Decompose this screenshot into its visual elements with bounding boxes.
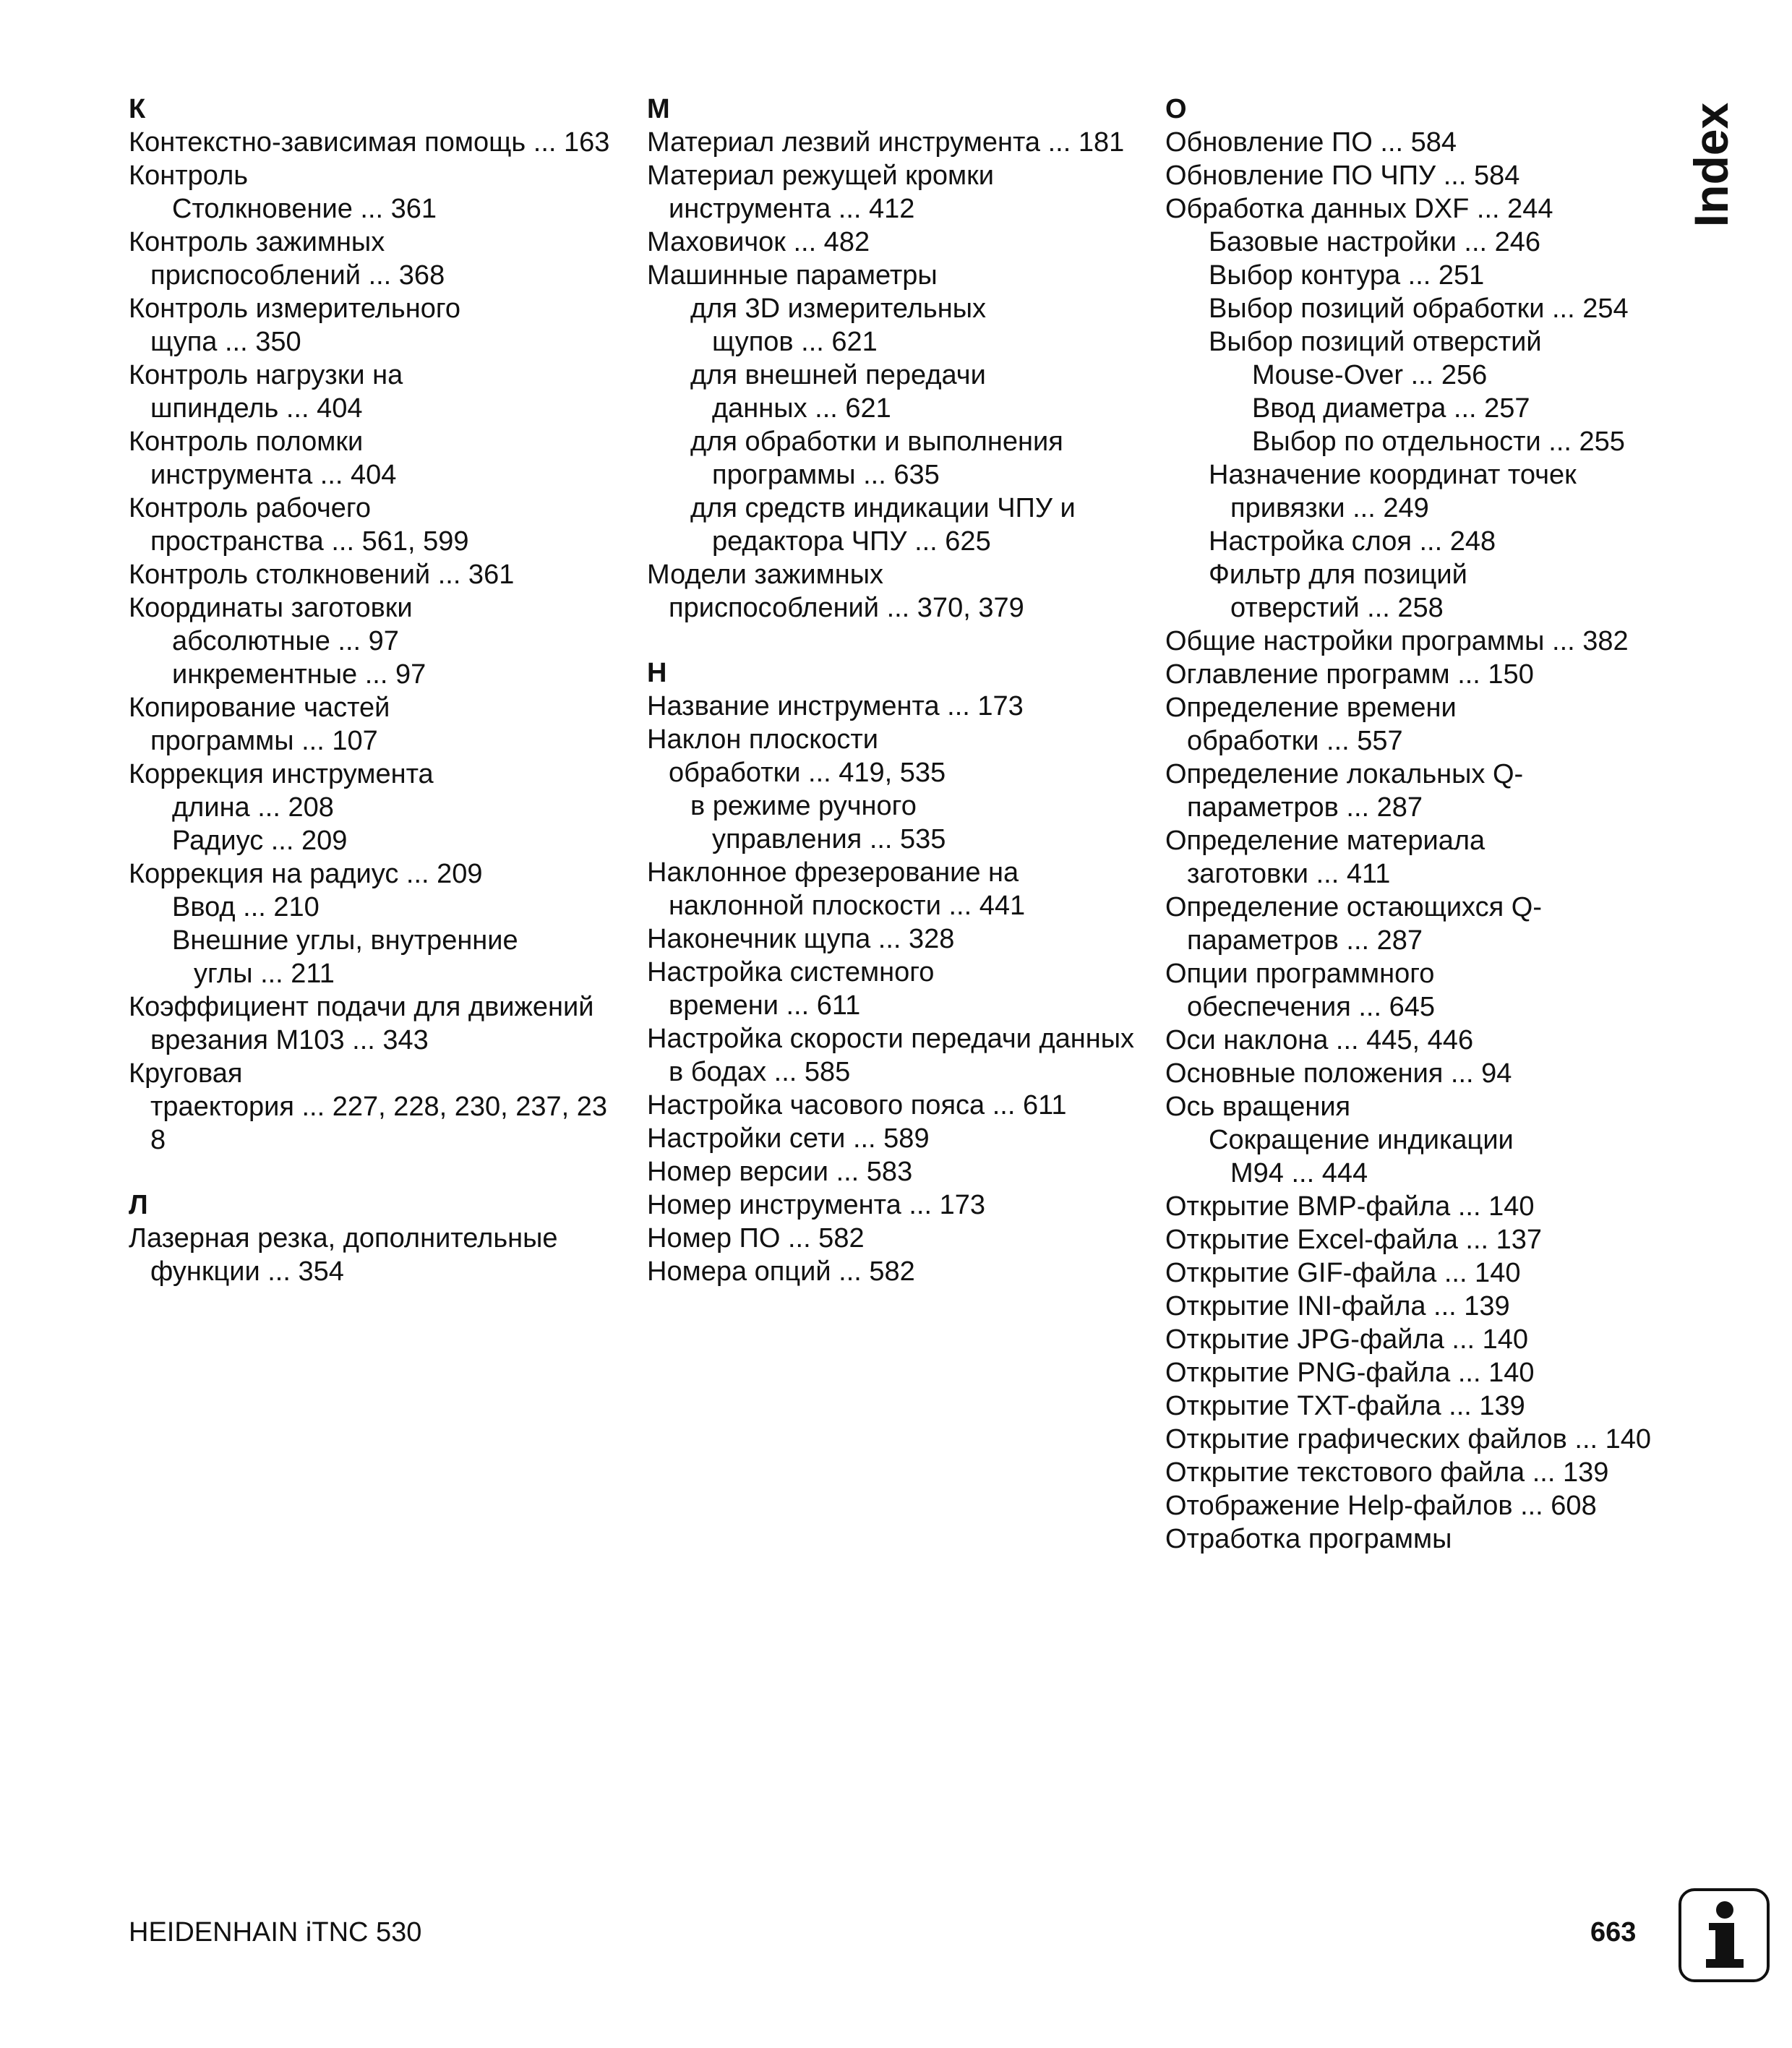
index-section [129,93,627,1157]
entry-text: Открытие JPG-файла ... 140 [1165,1324,1529,1355]
entry-text: Номер инструмента ... 173 [647,1190,985,1220]
index-entry [1165,392,1686,425]
index-entry [1165,325,1686,359]
entry-text: Контроль [129,160,249,191]
index-entry [129,691,627,758]
index-entry [647,1022,1146,1089]
entry-continuation: траектория ... 227, 228, 230, 237, 23 [150,1092,608,1122]
index-entry [129,126,627,159]
entry-continuation: M94 ... 444 [1230,1158,1368,1188]
index-entry [647,492,1146,558]
entry-text: Контроль зажимных [129,227,385,257]
index-entry [129,591,627,625]
index-entry [1165,658,1686,691]
entry-text: Копирование частей [129,693,390,723]
section-letter: О [1165,94,1187,124]
index-entry [1165,758,1686,824]
entry-text: Настройка часового пояса ... 611 [647,1090,1067,1121]
entry-text: Открытие GIF-файла ... 140 [1165,1258,1521,1288]
index-entry [647,922,1146,956]
index-entry [129,558,627,591]
index-entry [1165,691,1686,758]
index-entry [1165,1190,1686,1223]
entry-continuation: инструмента ... 404 [150,460,397,490]
entry-text: Контроль рабочего [129,493,372,523]
entry-text: Номер версии ... 583 [647,1157,913,1187]
entry-text: Ввод диаметра ... 257 [1252,393,1530,424]
entry-continuation: инструмента ... 412 [669,194,915,224]
entry-continuation: функции ... 354 [150,1256,344,1287]
entry-continuation: отверстий ... 258 [1230,593,1444,623]
entry-text: Выбор по отдельности ... 255 [1252,427,1625,457]
index-entry [129,292,627,359]
index-entry [129,192,627,226]
index-entry [1165,1423,1686,1456]
entry-text: Наклонное фрезерование на [647,857,1019,888]
index-entry [647,1222,1146,1255]
entry-continuation: 8 [150,1125,166,1155]
entry-text: Открытие графических файлов ... 140 [1165,1424,1652,1454]
entry-text: Контроль столкновений ... 361 [129,560,515,590]
index-entry [129,891,627,924]
entry-text: Коррекция инструмента [129,759,434,789]
index-entry [129,425,627,492]
entry-text: Базовые настройки ... 246 [1209,227,1541,257]
index-entry [1165,1356,1686,1389]
entry-text: Контроль поломки [129,427,364,457]
index-entry [129,1222,627,1288]
entry-text: Определение локальных Q- [1165,759,1524,789]
entry-continuation: обработки ... 419, 535 [669,758,946,788]
index-entry [1165,1256,1686,1290]
index-entry [647,1255,1146,1288]
index-section [129,1188,627,1288]
entry-text: Сокращение индикации [1209,1125,1514,1155]
index-entry [129,625,627,658]
entry-continuation: приспособлений ... 368 [150,260,445,291]
index-column-2 [647,93,1146,1320]
entry-text: Контроль измерительного [129,294,460,324]
entry-text: Контроль нагрузки на [129,360,403,390]
index-entry [1165,1290,1686,1323]
entry-text: Машинные параметры [647,260,938,291]
entry-text: для обработки и выполнения [690,427,1063,457]
entry-text: для внешней передачи [690,360,986,390]
index-entry [647,723,1146,789]
index-entry [647,359,1146,425]
entry-text: Назначение координат точек [1209,460,1577,490]
entry-text: Материал лезвий инструмента ... 181 [647,127,1125,158]
entry-continuation: программы ... 107 [150,726,378,756]
entry-continuation: щупа ... 350 [150,327,301,357]
index-section [647,656,1146,1288]
section-letter: M [647,94,670,124]
index-entry [1165,824,1686,891]
index-entry [647,292,1146,359]
entry-text: Оглавление программ ... 150 [1165,659,1534,690]
entry-text: Наклон плоскости [647,724,879,755]
index-entry [1165,458,1686,525]
entry-text: Коррекция на радиус ... 209 [129,859,483,889]
entry-continuation: программы ... 635 [712,460,940,490]
index-entry [647,789,1146,856]
entry-continuation: щупов ... 621 [712,327,878,357]
index-entry [1165,558,1686,625]
entry-text: Открытие INI-файла ... 139 [1165,1291,1510,1321]
entry-text: Внешние углы, внутренние [172,925,518,956]
entry-text: Выбор контура ... 251 [1209,260,1485,291]
index-entry [1165,891,1686,957]
entry-continuation: приспособлений ... 370, 379 [669,593,1024,623]
entry-continuation: управления ... 535 [712,824,946,854]
index-entry [129,758,627,791]
index-section [647,93,1146,625]
entry-text: Ввод ... 210 [172,892,320,922]
index-entry [129,359,627,425]
index-entry [1165,359,1686,392]
index-entry [129,226,627,292]
index-section [1165,93,1686,1556]
entry-text: Отображение Help-файлов ... 608 [1165,1491,1597,1521]
index-entry [129,924,627,990]
entry-text: Открытие BMP-файла ... 140 [1165,1191,1535,1222]
entry-text: Ось вращения [1165,1092,1351,1122]
index-entry [1165,126,1686,159]
index-entry [647,690,1146,723]
index-entry [647,126,1146,159]
entry-continuation: углы ... 211 [194,959,335,989]
index-entry [647,1188,1146,1222]
entry-text: Открытие Excel-файла ... 137 [1165,1225,1543,1255]
index-entry [129,824,627,857]
entry-text: для средств индикации ЧПУ и [690,493,1076,523]
entry-text: Определение материала [1165,826,1486,856]
info-i-glyph [1681,1891,1767,1979]
entry-continuation: редактора ЧПУ ... 625 [712,526,991,557]
entry-text: в режиме ручного [690,791,917,821]
entry-text: Определение остающихся Q- [1165,892,1542,922]
index-entry [1165,226,1686,259]
index-column-1 [129,93,627,1320]
index-entry [1165,1090,1686,1123]
entry-continuation: привязки ... 249 [1230,493,1429,523]
index-entry [1165,159,1686,192]
entry-text: Коэффициент подачи для движений [129,992,594,1022]
entry-continuation: времени ... 611 [669,990,861,1021]
entry-text: Общие настройки программы ... 382 [1165,626,1629,656]
index-column-3 [1165,93,1686,1588]
entry-continuation: обработки ... 557 [1187,726,1403,756]
entry-continuation: наклонной плоскости ... 441 [669,891,1026,921]
index-entry [647,226,1146,259]
entry-text: Определение времени [1165,693,1457,723]
index-entry [1165,1323,1686,1356]
index-entry [1165,1389,1686,1423]
entry-text: Маховичок ... 482 [647,227,870,257]
entry-text: Наконечник щупа ... 328 [647,924,955,954]
entry-text: Mouse-Over ... 256 [1252,360,1488,390]
entry-text: Радиус ... 209 [172,826,348,856]
index-entry [647,425,1146,492]
entry-text: Выбор позиций отверстий [1209,327,1542,357]
index-entry [1165,1057,1686,1090]
entry-text: Открытие текстового файла ... 139 [1165,1457,1609,1488]
entry-continuation: заготовки ... 411 [1187,859,1391,889]
index-entry [1165,957,1686,1024]
index-entry [1165,425,1686,458]
page-number: 663 [1590,1917,1637,1948]
entry-continuation: шпиндель ... 404 [150,393,363,424]
entry-text: Столкновение ... 361 [172,194,437,224]
entry-text: Открытие TXT-файла ... 139 [1165,1391,1525,1421]
index-entry [129,658,627,691]
index-entry [647,1122,1146,1155]
index-entry [647,1089,1146,1122]
entry-text: Открытие PNG-файла ... 140 [1165,1358,1535,1388]
entry-text: инкрементные ... 97 [172,659,426,690]
index-entry [1165,259,1686,292]
entry-continuation: в бодах ... 585 [669,1057,851,1087]
index-entry [1165,192,1686,226]
entry-text: Опции программного [1165,959,1435,989]
entry-text: Лазерная резка, дополнительные [129,1223,558,1254]
entry-continuation: данных ... 621 [712,393,891,424]
index-entry [129,1057,627,1157]
entry-text: Материал режущей кромки [647,160,995,191]
side-tab-index [1679,93,1744,237]
entry-continuation: параметров ... 287 [1187,925,1423,956]
entry-text: Координаты заготовки [129,593,413,623]
index-entry [647,1155,1146,1188]
entry-text: Контекстно-зависимая помощь ... 163 [129,127,610,158]
index-entry [129,857,627,891]
entry-text: абсолютные ... 97 [172,626,399,656]
entry-text: Основные положения ... 94 [1165,1058,1512,1089]
entry-text: Настройка слоя ... 248 [1209,526,1496,557]
entry-text: для 3D измерительных [690,294,987,324]
index-entry [647,856,1146,922]
index-entry [129,791,627,824]
entry-text: Настройки сети ... 589 [647,1123,930,1154]
entry-text: Обработка данных DXF ... 244 [1165,194,1553,224]
index-entry [1165,1456,1686,1489]
entry-continuation: параметров ... 287 [1187,792,1423,823]
entry-text: Обновление ПО ЧПУ ... 584 [1165,160,1520,191]
index-entry [647,159,1146,226]
entry-text: Отработка программы [1165,1524,1452,1554]
index-entry [129,492,627,558]
index-entry [647,558,1146,625]
entry-text: Выбор позиций обработки ... 254 [1209,294,1629,324]
entry-text: длина ... 208 [172,792,334,823]
entry-text: Настройка системного [647,957,935,987]
index-entry [1165,1522,1686,1556]
entry-continuation: врезания M103 ... 343 [150,1025,429,1055]
section-letter: К [129,94,146,124]
entry-text: Номера опций ... 582 [647,1256,915,1287]
entry-text: Фильтр для позиций [1209,560,1467,590]
index-entry [129,990,627,1057]
entry-text: Название инструмента ... 173 [647,691,1024,721]
entry-continuation: пространства ... 561, 599 [150,526,469,557]
entry-text: Круговая [129,1058,243,1089]
section-letter: Л [129,1190,148,1220]
footer-product-name: HEIDENHAIN iTNC 530 [129,1917,422,1948]
entry-text: Обновление ПО ... 584 [1165,127,1457,158]
index-entry [1165,1024,1686,1057]
index-entry [1165,525,1686,558]
info-i-icon [1679,1888,1770,1982]
side-tab-label: Index [1684,102,1738,228]
entry-text: Настройка скорости передачи данных [647,1024,1135,1054]
index-entry [1165,1123,1686,1190]
index-entry [1165,292,1686,325]
index-entry [1165,1223,1686,1256]
section-letter: Н [647,658,667,688]
index-entry [1165,1489,1686,1522]
index-entry [1165,625,1686,658]
index-entry [129,159,627,192]
entry-text: Модели зажимных [647,560,884,590]
entry-continuation: обеспечения ... 645 [1187,992,1435,1022]
entry-text: Оси наклона ... 445, 446 [1165,1025,1474,1055]
entry-text: Номер ПО ... 582 [647,1223,865,1254]
index-entry [647,259,1146,292]
index-entry [647,956,1146,1022]
